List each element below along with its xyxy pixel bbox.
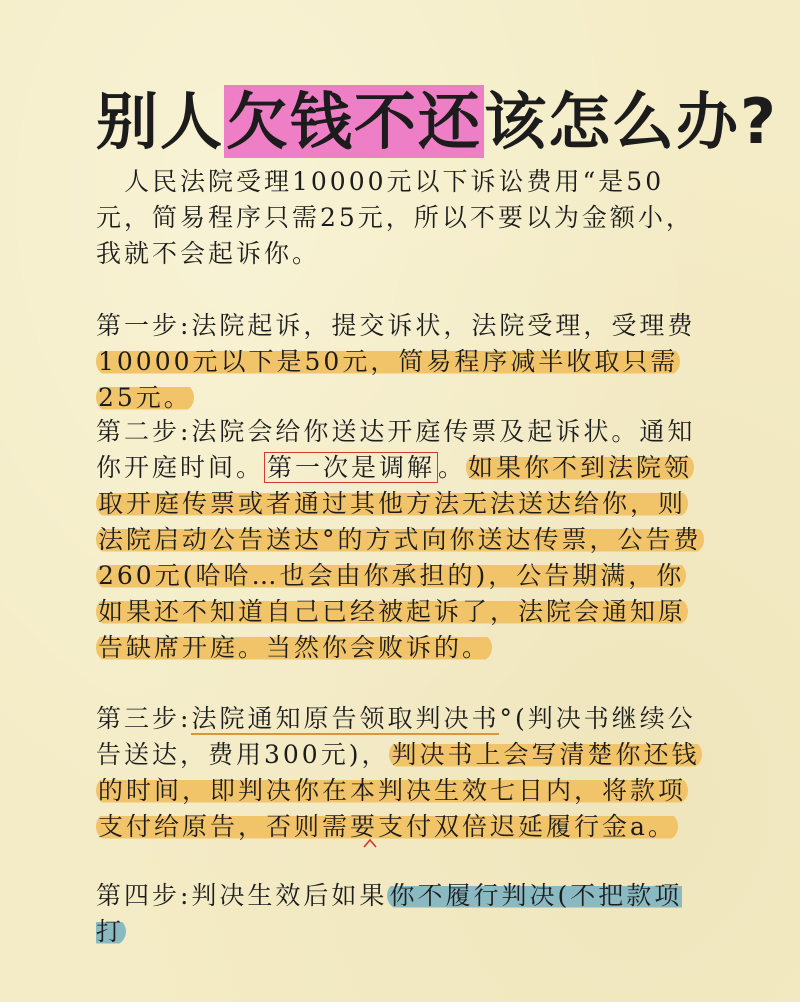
step4-highlight: 你不履行判决(不把款项打 <box>96 881 683 946</box>
step3-underlined: 法院通知原告领取判决书 <box>191 704 500 733</box>
step2-sep: 。 <box>438 453 467 482</box>
caret-mark-icon <box>363 838 377 848</box>
step3-text: °(判决书继续公告送达，费用300元)， <box>96 704 696 769</box>
step4-text: 第四步:判决生效后如果 <box>96 881 388 910</box>
title-part-3: 该怎么办? <box>484 85 778 158</box>
step2-text: 第二步:法院会给你送达开庭传票及起诉状。通知你开庭时间。 <box>96 417 696 482</box>
step3-paragraph <box>96 701 708 845</box>
intro-text: 人民法院受理10000元以下诉讼费用“是50元，简易程序只需25元，所以不要以为金额小，我就不会起诉你。 <box>96 167 694 268</box>
step4-paragraph <box>96 878 708 950</box>
step1-text: 第一步:法院起诉，提交诉状，法院受理，受理费 <box>96 311 696 340</box>
step1-paragraph <box>96 308 708 416</box>
step1-highlight: 10000元以下是50元，简易程序减半收取只需25元。 <box>98 347 679 412</box>
step3-label: 第三步: <box>96 704 192 733</box>
page-title <box>96 82 778 162</box>
title-highlight: 欠钱不还 <box>226 85 483 158</box>
step2-paragraph <box>96 414 708 666</box>
step2-boxed-text: 第一次是调解 <box>264 452 438 483</box>
step3-highlight: 判决书上会写清楚你还钱的时间，即判决你在本判决生效七日内，将款项支付给原告，否则需要支付双倍迟延履行金a。 <box>98 740 700 841</box>
intro-paragraph <box>96 164 708 272</box>
title-part-1: 别人 <box>96 85 225 158</box>
step2-highlight: 如果你不到法院领取开庭传票或者通过其他方法无法送达给你，则法院启动公告送达°的方式向你送达传票，公告费260元(哈哈…也会由你承担的)，公告期满，你如果还不知道自己已经被起诉了，法院会通知原告缺席开庭。当然你会败诉的。 <box>98 453 702 662</box>
